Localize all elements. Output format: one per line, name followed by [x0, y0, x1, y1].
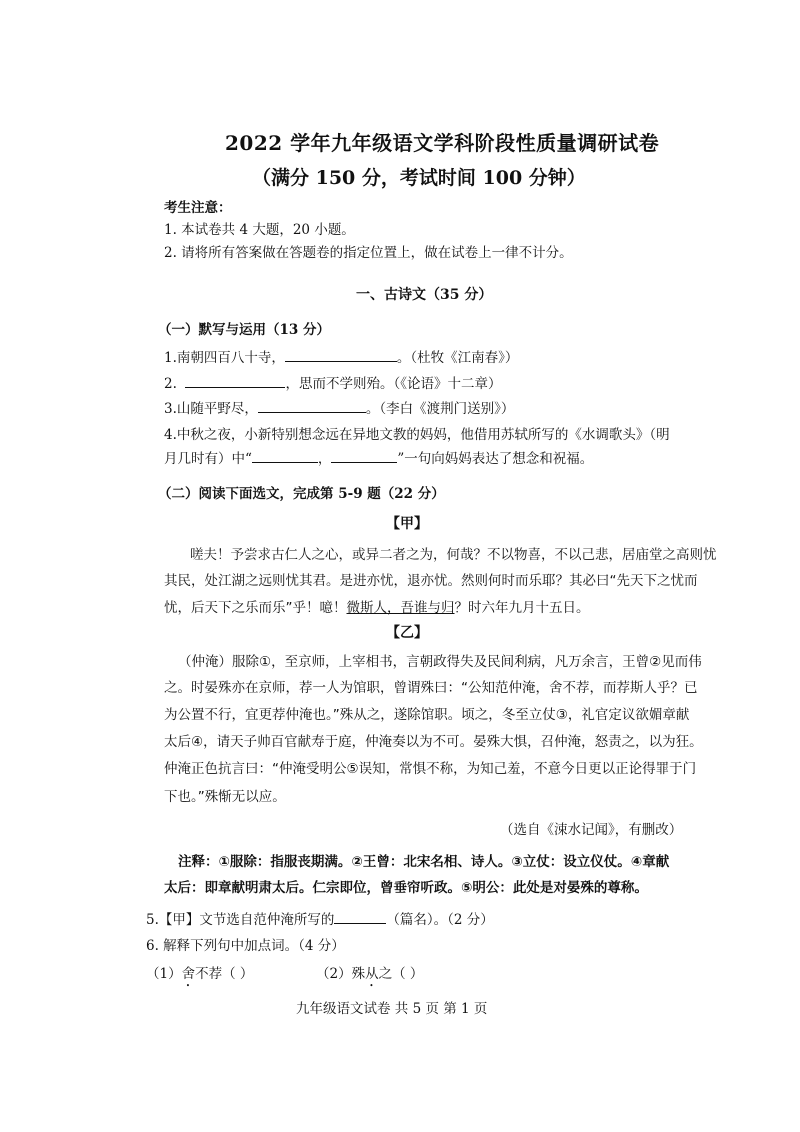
q4-comma: ， — [317, 451, 332, 467]
q5-text: 5.【甲】文节选自范仲淹所写的 — [146, 912, 335, 928]
notice-item: 1. 本试卷共 4 大题，20 小题。 — [164, 222, 355, 238]
q4-text: 月几时有）中“ — [164, 451, 252, 467]
q2-source: ，思而不学则殆。（《论语》十二章） — [285, 376, 502, 392]
dotted-word: 舍 — [181, 966, 196, 982]
q6-item-prefix: （2）殊 — [316, 966, 366, 982]
jia-text: 忧，后天下之乐而乐”乎！噫！ — [164, 600, 347, 616]
answer-blank[interactable] — [331, 448, 397, 463]
part-heading: （一）默写与运用（13 分） — [158, 322, 330, 338]
passage-yi-line: 下也。”殊惭无以应。 — [164, 789, 286, 805]
passage-yi-line: （仲淹）服除①，至京师，上宰相书，言朝政得失及民间利病，凡万余言，王曾②见而伟 — [178, 654, 702, 670]
passage-source: （选自《涑水记闻》，有删改） — [500, 822, 683, 838]
question-1 — [164, 346, 518, 366]
answer-blank[interactable] — [334, 909, 386, 924]
q1-source: 。（杜牧《江南春》） — [396, 350, 519, 366]
dotted-word: 从 — [365, 966, 379, 982]
passage-yi-line: 为公置不行，宜更荐仲淹也。”殊从之，遂除馆职。顷之，冬至立仗③，礼官定议欲媚章献 — [164, 707, 690, 723]
exam-title: 2022 学年九年级语文学科阶段性质量调研试卷 — [225, 131, 660, 155]
answer-blank[interactable] — [285, 347, 397, 362]
jia-text-end: ？时六年九月十五日。 — [454, 600, 590, 616]
question-6-item-1 — [146, 962, 253, 990]
passage-jia-line: 嗟夫！予尝求古仁人之心，或异二者之为，何哉？不以物喜，不以己悲，居庙堂之高则忧 — [190, 547, 717, 563]
passage-yi-label: 【乙】 — [386, 625, 428, 641]
annotations-line: 注释：①服除：指服丧期满。②王曾：北宋名相、诗人。③立仗：设立仪仗。④章献 — [178, 854, 670, 870]
question-6: 6. 解释下列句中加点词。（4 分） — [146, 938, 345, 954]
section-heading: 一、古诗文（35 分） — [356, 287, 493, 303]
passage-yi-line: 太后④，请天子帅百官献寿于庭，仲淹奏以为不可。晏殊大惧，召仲淹，怒责之，以为狂。 — [164, 734, 703, 750]
notice-item: 2. 请将所有答案做在答题卷的指定位置上，做在试卷上一律不计分。 — [164, 245, 573, 261]
question-6-item-2 — [316, 962, 423, 990]
passage-yi-line: 之。时晏殊亦在京师，荐一人为馆职，曾谓殊曰：“公知范仲淹，舍不荐，而荐斯人乎？已 — [164, 680, 698, 696]
answer-blank[interactable] — [252, 448, 318, 463]
question-3 — [164, 397, 514, 417]
answer-blank[interactable] — [185, 373, 285, 388]
question-2 — [164, 372, 501, 392]
annotations-line: 太后：即章献明肃太后。仁宗即位，曾垂帘听政。⑤明公：此处是对晏殊的尊称。 — [164, 880, 648, 896]
passage-jia-line — [164, 596, 590, 616]
q6-item-rest: 不荐（ ） — [195, 966, 254, 982]
question-4-line1: 4.中秋之夜，小新特别想念远在异地文教的妈妈，他借用苏轼所写的《水调歌头》（明 — [164, 427, 670, 443]
passage-yi-line: 仲淹正色抗言曰：“仲淹受明公⑤误知，常惧不称，为知己羞，不意今日更以正论得罪于门 — [164, 761, 697, 777]
q3-text: 3.山随平野尽， — [164, 401, 258, 417]
notice-heading: 考生注意： — [164, 200, 232, 216]
question-5 — [146, 908, 494, 928]
q5-text-end: （篇名）。（2 分） — [386, 912, 494, 928]
q6-item-rest: 之（ ） — [378, 966, 424, 982]
q4-text-end: ”一句向妈妈表达了想念和祝福。 — [397, 451, 594, 467]
q3-source: 。（李白《渡荆门送别》） — [365, 401, 515, 417]
answer-blank[interactable] — [258, 398, 366, 413]
passage-jia-line: 其民，处江湖之远则忧其君。是进亦忧，退亦忧。然则何时而乐耶？其必曰“先天下之忧而 — [164, 573, 698, 589]
exam-subtitle: （满分 150 分，考试时间 100 分钟） — [252, 167, 586, 189]
underlined-sentence: 微斯人，吾谁与归 — [346, 600, 455, 616]
q1-text: 1.南朝四百八十寺， — [164, 350, 285, 366]
question-4-line2 — [164, 447, 593, 467]
q2-text: 2. — [164, 376, 177, 392]
page-footer: 九年级语文试卷 共 5 页 第 1 页 — [296, 1001, 488, 1017]
q6-item-prefix: （1） — [146, 966, 182, 982]
passage-jia-label: 【甲】 — [386, 516, 428, 532]
part-heading: （二）阅读下面选文，完成第 5-9 题（22 分） — [158, 486, 445, 502]
